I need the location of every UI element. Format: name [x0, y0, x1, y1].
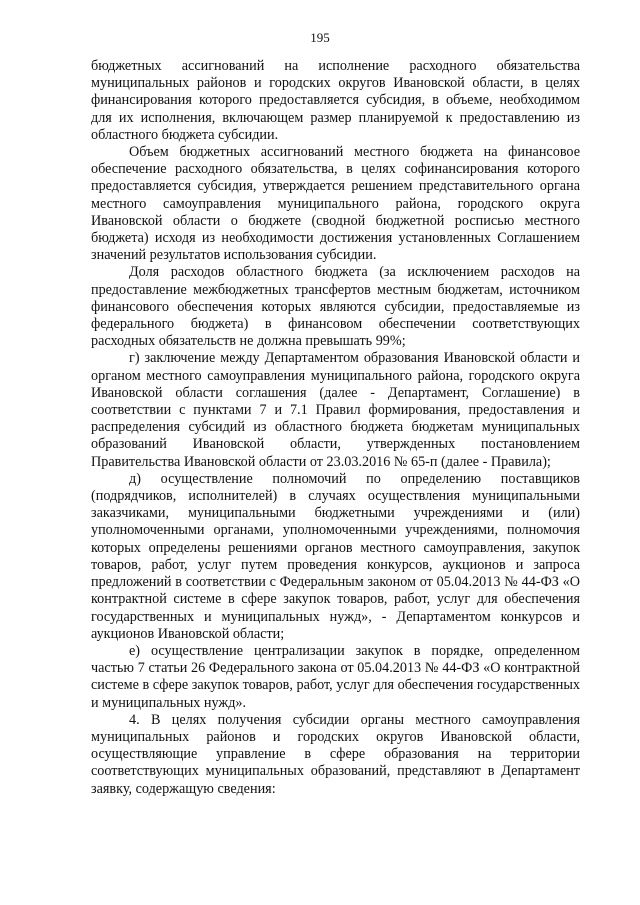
- paragraph-section-4: 4. В целях получения субсидии органы местного самоуправления муниципальных районов и городских округов Ивановской области, осуществляющие управление в сфере образования на территории соответствующих муниципальных образований, представляют в Департамент заявку, содержащую сведения:: [91, 711, 580, 797]
- paragraph-item-d: д) осуществление полномочий по определению поставщиков (подрядчиков, исполнителей) в случаях осуществления муниципальными заказчиками, муниципальными бюджетными учреждениями и (или) уполномоченными органами, уполномоченными учреждениями, полномочия которых определены решениями органов местного самоуправления, закупок товаров, работ, услуг путем проведения конкурсов, аукционов и запроса предложений в соответствии с Федеральным законом от 05.04.2013 № 44-ФЗ «О контрактной системе в сфере закупок товаров, работ, услуг для обеспечения государственных и муниципальных нужд», - Департаментом конкурсов и аукционов Ивановской области;: [91, 470, 580, 642]
- paragraph-continuation: бюджетных ассигнований на исполнение расходного обязательства муниципальных районов и городских округов Ивановской области, в целях финансирования которого предоставляется субсидия, в объеме, необходимом для их исполнения, включающем размер планируемой к предоставлению из областного бюджета субсидии.: [91, 58, 580, 143]
- paragraph-expense-share: Доля расходов областного бюджета (за исключением расходов на предоставление межбюджетных трансфертов местным бюджетам, источником финансового обеспечения которых являются субсидии, предоставляемые из федерального бюджета) в финансовом обеспечении соответствующих расходных обязательств не должна превышать 99%;: [91, 264, 580, 350]
- page-number: 195: [310, 30, 330, 45]
- paragraph-item-e: е) осуществление централизации закупок в порядке, определенном частью 7 статьи 26 Федерального закона от 05.04.2013 № 44-ФЗ «О контрактной системе в сфере закупок товаров, работ, услуг для обеспечения государственных и муниципальных нужд».: [91, 642, 580, 711]
- paragraph-budget-volume: Объем бюджетных ассигнований местного бюджета на финансовое обеспечение расходного обязательства, в целях софинансирования которого предоставляется субсидия, утверждается решением представительного органа местного самоуправления муниципального района, городского округа Ивановской области о бюджете (сводной бюджетной росписью местного бюджета) исходя из необходимости достижения установленных Соглашением значений результатов использования субсидии.: [91, 144, 580, 264]
- paragraph-item-g: г) заключение между Департаментом образования Ивановской области и органом местного самоуправления муниципального района, городского округа Ивановской области соглашения (далее - Департамент, Соглашение) в соответствии с пунктами 7 и 7.1 Правил формирования, предоставления и распределения субсидий из областного бюджета бюджетам муниципальных образований Ивановской области, утвержденных постановлением Правительства Ивановской области от 23.03.2016 № 65-п (далее - Правила);: [91, 350, 580, 470]
- document-body: [91, 58, 580, 798]
